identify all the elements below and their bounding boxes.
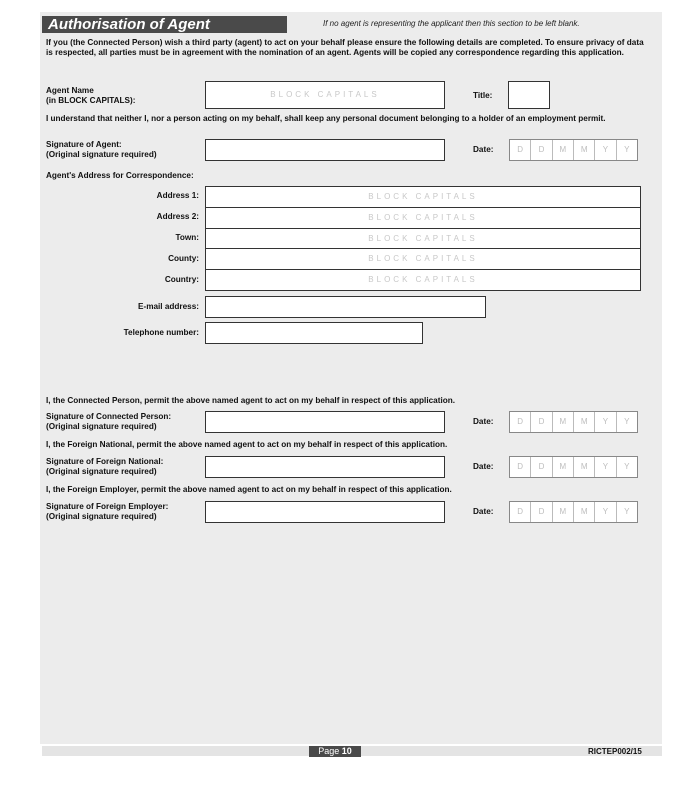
date-cell-day: D (531, 140, 552, 160)
date-cell-year: Y (624, 462, 630, 471)
agent-name-label-line1: Agent Name (46, 86, 94, 95)
country-field[interactable] (206, 270, 640, 291)
section-note: If no agent is representing the applicant then this section to be left blank. (323, 19, 580, 28)
date-cell-year: Y (595, 412, 616, 432)
date-cell-year: Y (624, 507, 630, 516)
date-cell-month: M (553, 457, 574, 477)
date-cell-day: D (531, 457, 552, 477)
email-field[interactable] (205, 296, 486, 318)
date-cell-year: Y (624, 145, 630, 154)
page-number-tab (309, 746, 361, 757)
foreign-national-date-label: Date: (473, 462, 494, 471)
town-placeholder: BLOCK CAPITALS (368, 233, 478, 243)
date-cell-day: D (510, 457, 531, 477)
connected-person-date-field[interactable] (509, 411, 638, 433)
section-title: Authorisation of Agent (42, 16, 287, 33)
agent-name-field[interactable] (205, 81, 445, 109)
date-cell-year: Y (595, 457, 616, 477)
connected-person-signature-label (46, 412, 171, 432)
foreign-employer-date-field[interactable] (509, 501, 638, 523)
foreign-national-signature-label-line1: Signature of Foreign National: (46, 457, 164, 466)
foreign-employer-signature-label-line1: Signature of Foreign Employer: (46, 502, 169, 511)
date-cell-day: D (531, 502, 552, 522)
agent-date-label: Date: (473, 145, 494, 154)
agent-signature-label-line2: (Original signature required) (46, 150, 157, 159)
title-label: Title: (473, 91, 493, 100)
foreign-employer-signature-label (46, 502, 168, 522)
town-label: Town: (175, 233, 199, 242)
form-code: RICTEP002/15 (588, 747, 642, 756)
county-field[interactable] (206, 249, 640, 270)
date-cell-month: M (553, 140, 574, 160)
address1-label: Address 1: (156, 191, 199, 200)
telephone-label: Telephone number: (123, 328, 199, 337)
country-label: Country: (164, 275, 199, 284)
foreign-employer-statement: I, the Foreign Employer, permit the above named agent to act on my behalf in respect of this application. (46, 485, 452, 494)
understand-text: I understand that neither I, nor a person acting on my behalf, shall keep any personal document belonging to a holder of an employment permit. (46, 114, 606, 123)
date-cell-day: D (510, 140, 531, 160)
date-cell-month: M (574, 457, 595, 477)
email-label: E-mail address: (138, 302, 199, 311)
agent-signature-label (46, 140, 157, 160)
agent-name-label (46, 86, 135, 106)
foreign-employer-date-label: Date: (473, 507, 494, 516)
date-cell-month: M (574, 412, 595, 432)
connected-person-signature-label-line1: Signature of Connected Person: (46, 412, 172, 421)
foreign-national-signature-label-line2: (Original signature required) (46, 467, 157, 476)
address2-field[interactable] (206, 208, 640, 229)
foreign-national-statement: I, the Foreign National, permit the above named agent to act on my behalf in respect of this application. (46, 440, 448, 449)
agent-date-field[interactable] (509, 139, 638, 161)
date-cell-month: M (574, 140, 595, 160)
telephone-field[interactable] (205, 322, 423, 344)
agent-signature-label-line1: Signature of Agent: (46, 140, 122, 149)
connected-person-statement: I, the Connected Person, permit the above named agent to act on my behalf in respect of this application. (46, 396, 455, 405)
page-number: 10 (341, 746, 352, 756)
title-field[interactable] (508, 81, 550, 109)
foreign-national-signature-field[interactable] (205, 456, 445, 478)
address2-placeholder: BLOCK CAPITALS (368, 212, 478, 222)
date-cell-day: D (531, 412, 552, 432)
date-cell-year: Y (595, 502, 616, 522)
agent-name-placeholder: BLOCK CAPITALS (270, 90, 380, 99)
page-word: Page (318, 746, 340, 756)
county-placeholder: BLOCK CAPITALS (368, 254, 478, 264)
address2-label: Address 2: (156, 212, 199, 221)
foreign-national-date-field[interactable] (509, 456, 638, 478)
town-field[interactable] (206, 229, 640, 250)
date-cell-year: Y (624, 417, 630, 426)
connected-person-signature-label-line2: (Original signature required) (46, 422, 157, 431)
country-placeholder: BLOCK CAPITALS (368, 275, 478, 285)
connected-person-date-label: Date: (473, 417, 494, 426)
date-cell-month: M (574, 502, 595, 522)
agent-signature-field[interactable] (205, 139, 445, 161)
address-block (205, 186, 641, 291)
date-cell-day: D (510, 502, 531, 522)
county-label: County: (168, 254, 199, 263)
date-cell-month: M (553, 412, 574, 432)
agent-name-label-line2: (in BLOCK CAPITALS): (46, 96, 136, 105)
intro-text: If you (the Connected Person) wish a third party (agent) to act on your behalf please ensure the following details are completed. To ensure privacy of data is respected, all parties must be in agreement with the nomination of an agent. Agents will be copied any correspondence regarding this application. (46, 38, 644, 57)
connected-person-signature-field[interactable] (205, 411, 445, 433)
address1-field[interactable] (206, 187, 640, 208)
foreign-national-signature-label (46, 457, 163, 477)
date-cell-month: M (553, 502, 574, 522)
date-cell-year: Y (595, 140, 616, 160)
foreign-employer-signature-label-line2: (Original signature required) (46, 512, 157, 521)
date-cell-day: D (510, 412, 531, 432)
foreign-employer-signature-field[interactable] (205, 501, 445, 523)
address1-placeholder: BLOCK CAPITALS (368, 192, 478, 201)
address-heading: Agent's Address for Correspondence: (46, 171, 194, 180)
